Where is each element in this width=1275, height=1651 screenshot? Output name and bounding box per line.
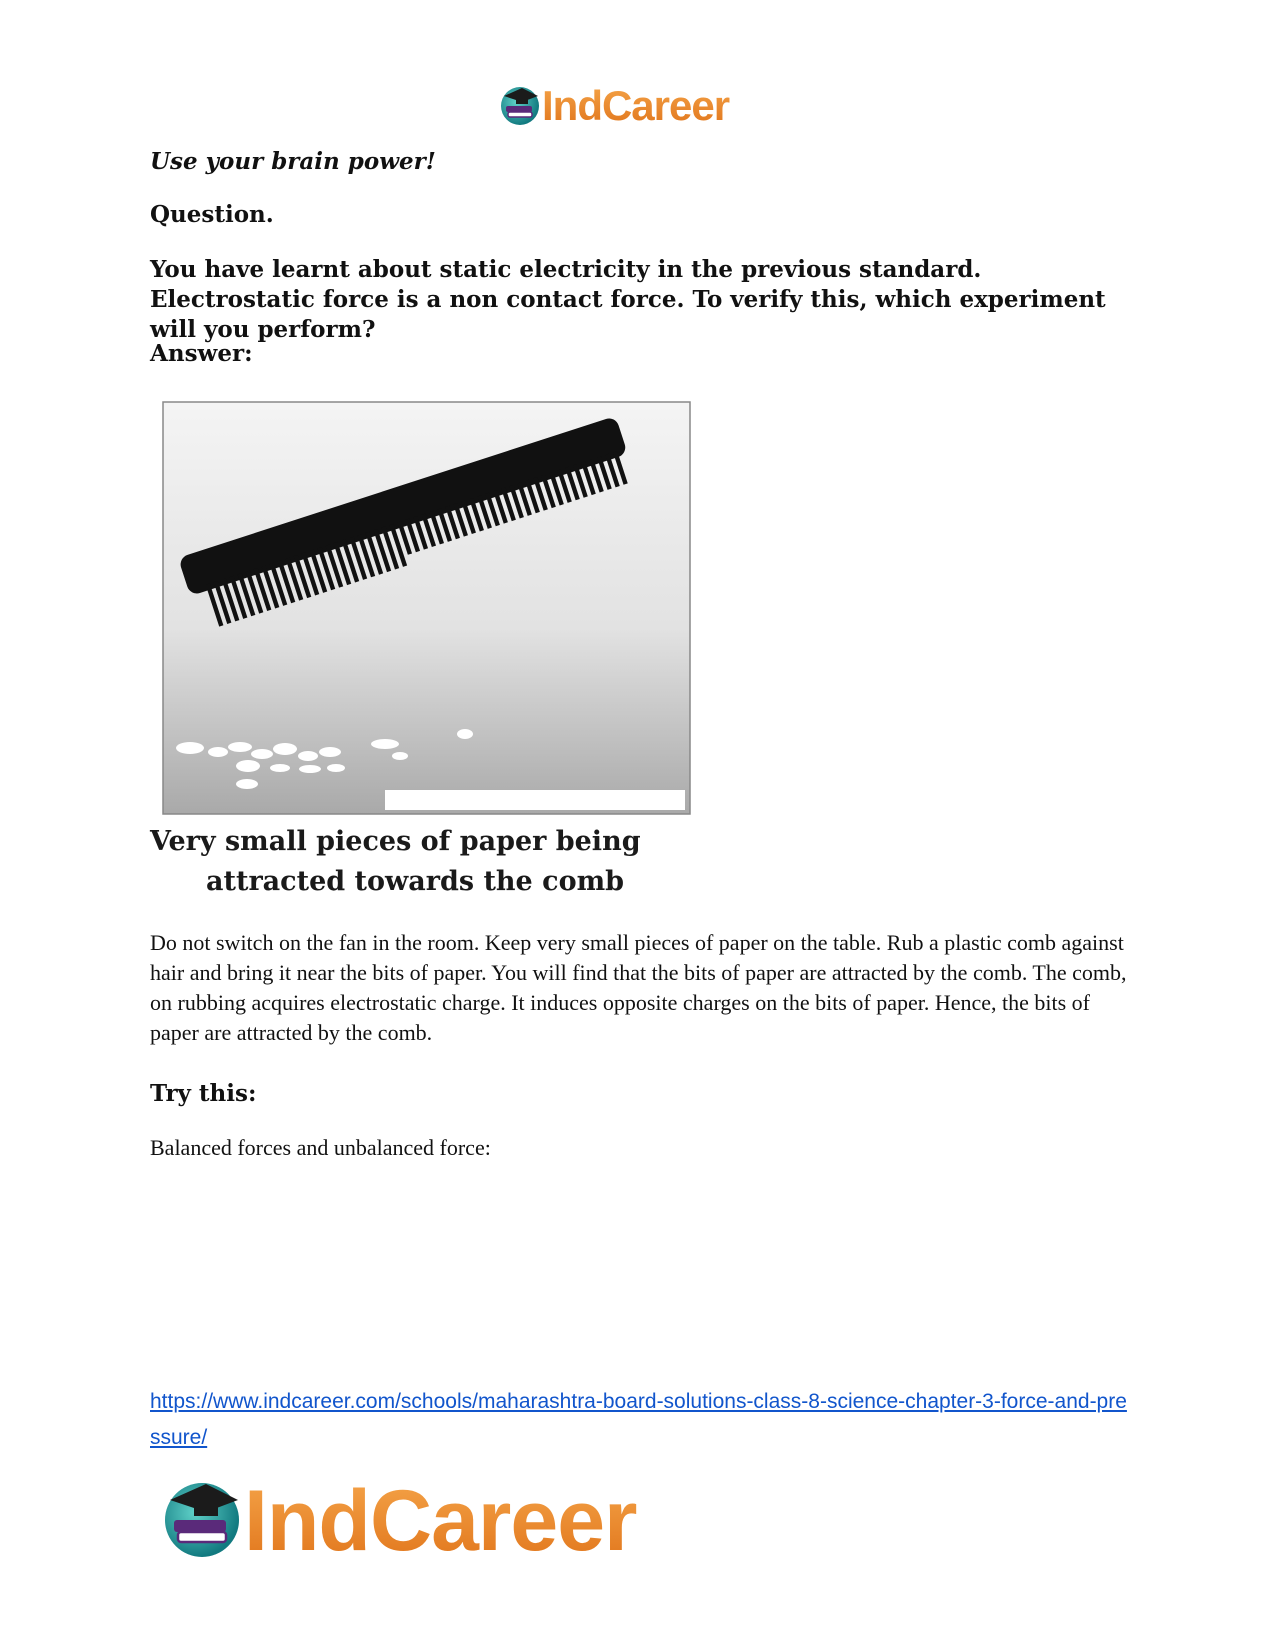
logo-wordmark-large: IndCareer xyxy=(244,1473,637,1562)
header-logo xyxy=(498,80,768,128)
indcareer-logo xyxy=(498,80,768,128)
answer-label: Answer: xyxy=(150,340,253,367)
section-heading: Use your brain power! xyxy=(150,148,436,175)
balanced-forces-text: Balanced forces and unbalanced force: xyxy=(150,1135,491,1160)
footer-logo xyxy=(160,1470,700,1562)
source-link[interactable]: https://www.indcareer.com/schools/maharashtra-board-solutions-class-8-science-chapter-3-force-and-pressure/ xyxy=(150,1390,1127,1449)
answer-text: Do not switch on the fan in the room. Keep very small pieces of paper on the table. Rub a plastic comb against hair and bring it near the bits of paper. You will find that the bits of paper are attracted by the comb. The comb, on rubbing acquires electrostatic charge. It induces opposite charges on the bits of paper. Hence, the bits of paper are attracted by the comb. xyxy=(150,930,1127,1045)
try-this-label: Try this: xyxy=(150,1080,257,1107)
comb-figure xyxy=(160,400,695,820)
comb-illustration xyxy=(160,400,695,820)
graduation-book-globe-icon xyxy=(501,87,539,125)
graduation-book-globe-icon xyxy=(165,1483,239,1557)
indcareer-logo-large xyxy=(160,1470,700,1562)
question-text: You have learnt about static electricity in the previous standard. Electrostatic force is a non contact force. To verify this, which experiment will you perform? xyxy=(150,256,1106,343)
caption-line-1: Very small pieces of paper being xyxy=(150,826,641,857)
logo-wordmark: IndCareer xyxy=(542,82,730,128)
caption-line-2: attracted towards the comb xyxy=(206,866,625,897)
question-label: Question. xyxy=(150,201,274,228)
figure-caption xyxy=(150,822,670,902)
